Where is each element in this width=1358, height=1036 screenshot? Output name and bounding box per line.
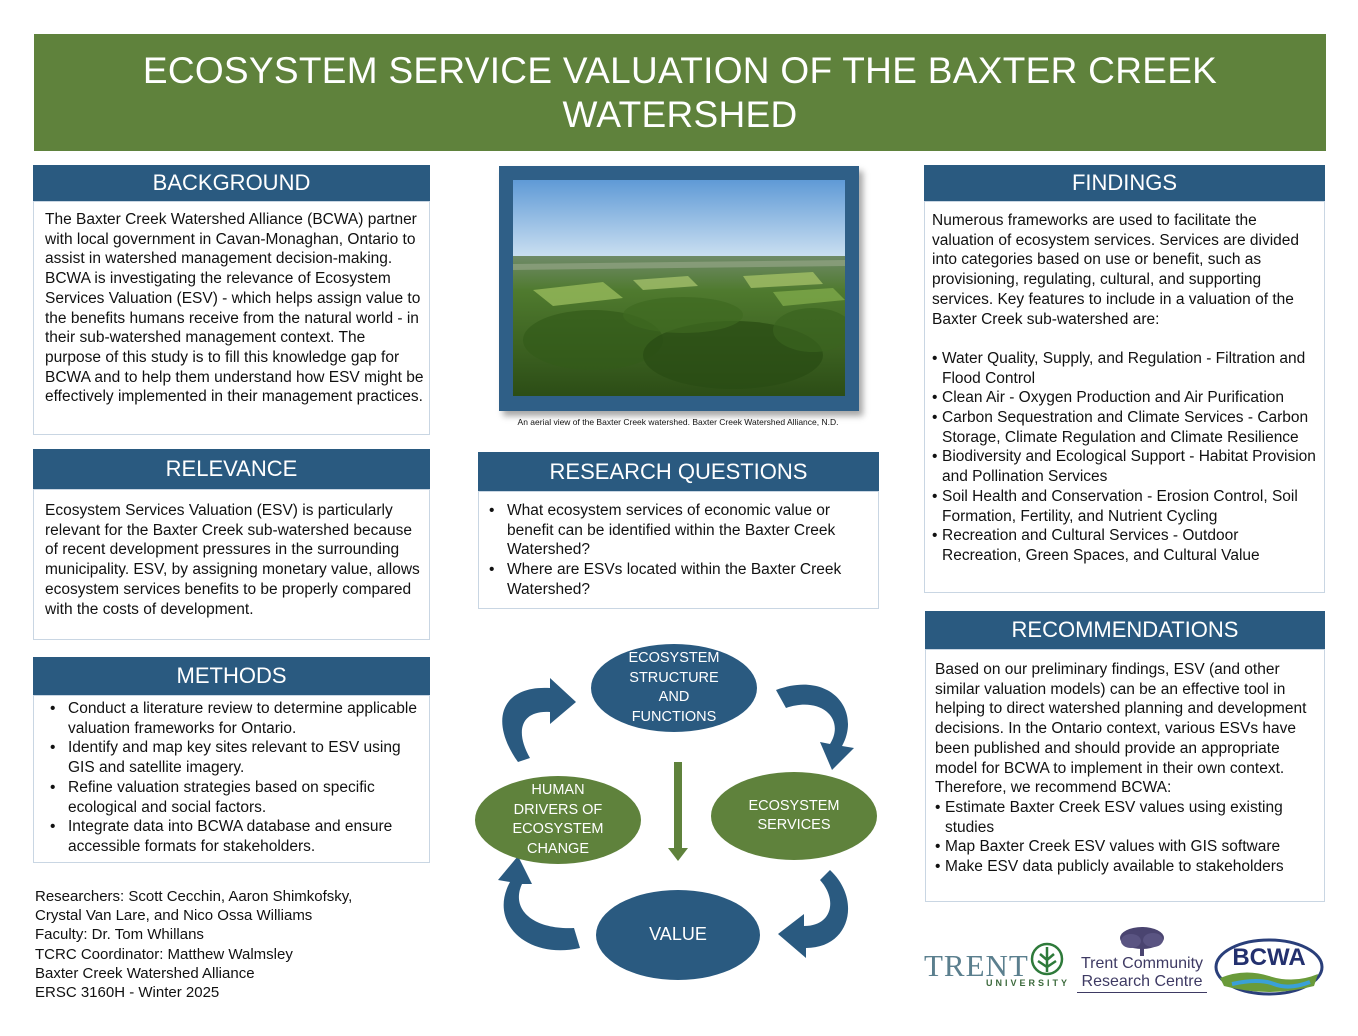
list-item: • Water Quality, Supply, and Regulation - Filtration and Flood Control bbox=[932, 349, 1316, 388]
list-item: • Make ESV data publicly available to stakeholders bbox=[935, 857, 1318, 877]
methods-list bbox=[44, 699, 427, 857]
credit-line: Researchers: Scott Cecchin, Aaron Shimkofsky, bbox=[35, 888, 353, 905]
trent-crest-icon bbox=[1030, 942, 1064, 976]
list-item: • Where are ESVs located within the Baxter Creek Watershed? bbox=[483, 560, 872, 599]
oval-ecosystem-structure bbox=[591, 644, 757, 732]
relevance-text: Ecosystem Services Valuation (ESV) is particularly relevant for the Baxter Creek sub-watershed because of recent development pressures in the surrounding municipality. ESV, by assigning monetary value, allows ecosystem services benefits to be properly compared with the costs of development. bbox=[45, 502, 420, 618]
tcrc-logo bbox=[1075, 926, 1209, 994]
tree-icon bbox=[1117, 926, 1167, 958]
research-panel bbox=[478, 491, 879, 609]
background-heading: BACKGROUND bbox=[33, 165, 430, 201]
oval-label-line: VALUE bbox=[649, 924, 707, 945]
logo-underline bbox=[1077, 992, 1207, 993]
list-item: • Integrate data into BCWA database and ensure accessible formats for stakeholders. bbox=[44, 817, 427, 856]
curved-arrow-icon bbox=[498, 856, 580, 950]
logo-line: Research Centre bbox=[1081, 973, 1203, 990]
logo-subtitle: UNIVERSITY bbox=[986, 978, 1071, 988]
logo-text bbox=[1075, 955, 1209, 991]
list-item: • Recreation and Cultural Services - Outdoor Recreation, Green Spaces, and Cultural Value bbox=[932, 526, 1316, 565]
findings-intro: Numerous frameworks are used to facilitate the valuation of ecosystem services. Services are divided into categories based on use or benefit, such as provisioning, regulating, cultural, and supporting services. Key features to include in a valuation of the Baxter Creek sub-watershed are: bbox=[932, 212, 1299, 328]
oval-ecosystem-services bbox=[711, 772, 877, 860]
trent-university-logo bbox=[924, 940, 1069, 992]
down-arrow-icon bbox=[668, 762, 688, 861]
list-item: • Estimate Baxter Creek ESV values using existing studies bbox=[935, 798, 1318, 837]
recommendations-heading: RECOMMENDATIONS bbox=[925, 611, 1325, 649]
poster-title: ECOSYSTEM SERVICE VALUATION OF THE BAXTER CREEK WATERSHED bbox=[142, 49, 1218, 135]
oval-label-line: FUNCTIONS bbox=[631, 708, 717, 725]
recommendations-list bbox=[935, 798, 1318, 877]
research-heading: RESEARCH QUESTIONS bbox=[478, 452, 879, 491]
list-item: • Identify and map key sites relevant to ESV using GIS and satellite imagery. bbox=[44, 738, 427, 777]
title-banner bbox=[34, 34, 1326, 151]
background-text: The Baxter Creek Watershed Alliance (BCWA) partner with local government in Cavan-Monaghan, Ontario to assist in watershed management decision-making. BCWA is investigating the relevance of Ecosystem Services Valuation (ESV) - which helps assign value to the benefits humans receive from the natural world - in their sub-watershed management context. The purpose of this study is to fill this knowledge gap for BCWA and to help them understand how ESV might be effectively implemented in their management practices. bbox=[45, 211, 424, 406]
credit-line: TCRC Coordinator: Matthew Walmsley bbox=[35, 945, 293, 963]
photo-frame bbox=[499, 166, 859, 411]
logo-wordmark: BCWA bbox=[1232, 944, 1306, 971]
relevance-panel bbox=[33, 489, 430, 640]
list-item: • Refine valuation strategies based on specific ecological and social factors. bbox=[44, 778, 427, 817]
logo-line: Trent Community bbox=[1080, 955, 1204, 972]
oval-label-line: HUMAN bbox=[531, 782, 585, 798]
findings-list bbox=[932, 349, 1316, 566]
oval-human-drivers bbox=[475, 776, 641, 864]
oval-label-line: SERVICES bbox=[757, 817, 831, 833]
findings-panel bbox=[924, 201, 1325, 593]
methods-panel bbox=[33, 695, 430, 863]
list-item: • Clean Air - Oxygen Production and Air Purification bbox=[932, 388, 1316, 408]
list-item: • What ecosystem services of economic value or benefit can be identified within the Baxter Creek Watershed? bbox=[483, 501, 872, 560]
credit-line: Crystal Van Lare, and Nico Ossa Williams bbox=[35, 907, 313, 925]
credit-line: Baxter Creek Watershed Alliance bbox=[35, 964, 255, 982]
list-item: • Soil Health and Conservation - Erosion Control, Soil Formation, Fertility, and Nutrient Cycling bbox=[932, 487, 1316, 526]
list-item: • Carbon Sequestration and Climate Services - Carbon Storage, Climate Regulation and Climate Resilience bbox=[932, 408, 1316, 447]
aerial-photo bbox=[513, 180, 845, 396]
list-item: • Conduct a literature review to determine applicable valuation frameworks for Ontario. bbox=[44, 699, 427, 738]
oval-value bbox=[596, 890, 760, 980]
logo-wordmark: TRENT bbox=[924, 948, 1029, 983]
oval-label-line: CHANGE bbox=[526, 840, 590, 857]
recommendations-panel bbox=[925, 649, 1325, 902]
recommendations-intro: Based on our preliminary findings, ESV (and other similar valuation models) can be an effective tool in helping to direct watershed planning and development decisions. In the Ontario context, various ESVs have been published and should provide an appropriate model for BCWA to implement in their own context. Therefore, we recommend BCWA: bbox=[935, 661, 1307, 797]
oval-label-line: AND bbox=[658, 689, 690, 705]
curved-arrow-icon bbox=[502, 678, 576, 762]
curved-arrow-icon bbox=[778, 870, 848, 958]
credits bbox=[35, 887, 425, 1002]
oval-label-line: ECOSYSTEM bbox=[748, 797, 840, 814]
oval-label-line: ECOSYSTEM bbox=[512, 821, 604, 837]
relevance-heading: RELEVANCE bbox=[33, 449, 430, 489]
oval-label-line: ECOSYSTEM bbox=[628, 650, 720, 666]
photo-caption: An aerial view of the Baxter Creek watershed. Baxter Creek Watershed Alliance, N.D. bbox=[517, 417, 839, 427]
list-item: • Map Baxter Creek ESV values with GIS software bbox=[935, 837, 1318, 857]
credit-line: ERSC 3160H - Winter 2025 bbox=[35, 984, 220, 1002]
list-item: • Biodiversity and Ecological Support - Habitat Provision and Pollination Services bbox=[932, 447, 1316, 486]
bcwa-logo bbox=[1214, 938, 1324, 996]
oval-label-line: DRIVERS OF bbox=[513, 801, 603, 818]
credit-line: Faculty: Dr. Tom Whillans bbox=[35, 926, 204, 944]
findings-heading: FINDINGS bbox=[924, 165, 1325, 201]
research-list bbox=[483, 501, 872, 600]
background-panel bbox=[33, 201, 430, 435]
oval-label-line: STRUCTURE bbox=[629, 669, 719, 686]
curved-arrow-icon bbox=[776, 685, 854, 770]
methods-heading: METHODS bbox=[33, 657, 430, 695]
